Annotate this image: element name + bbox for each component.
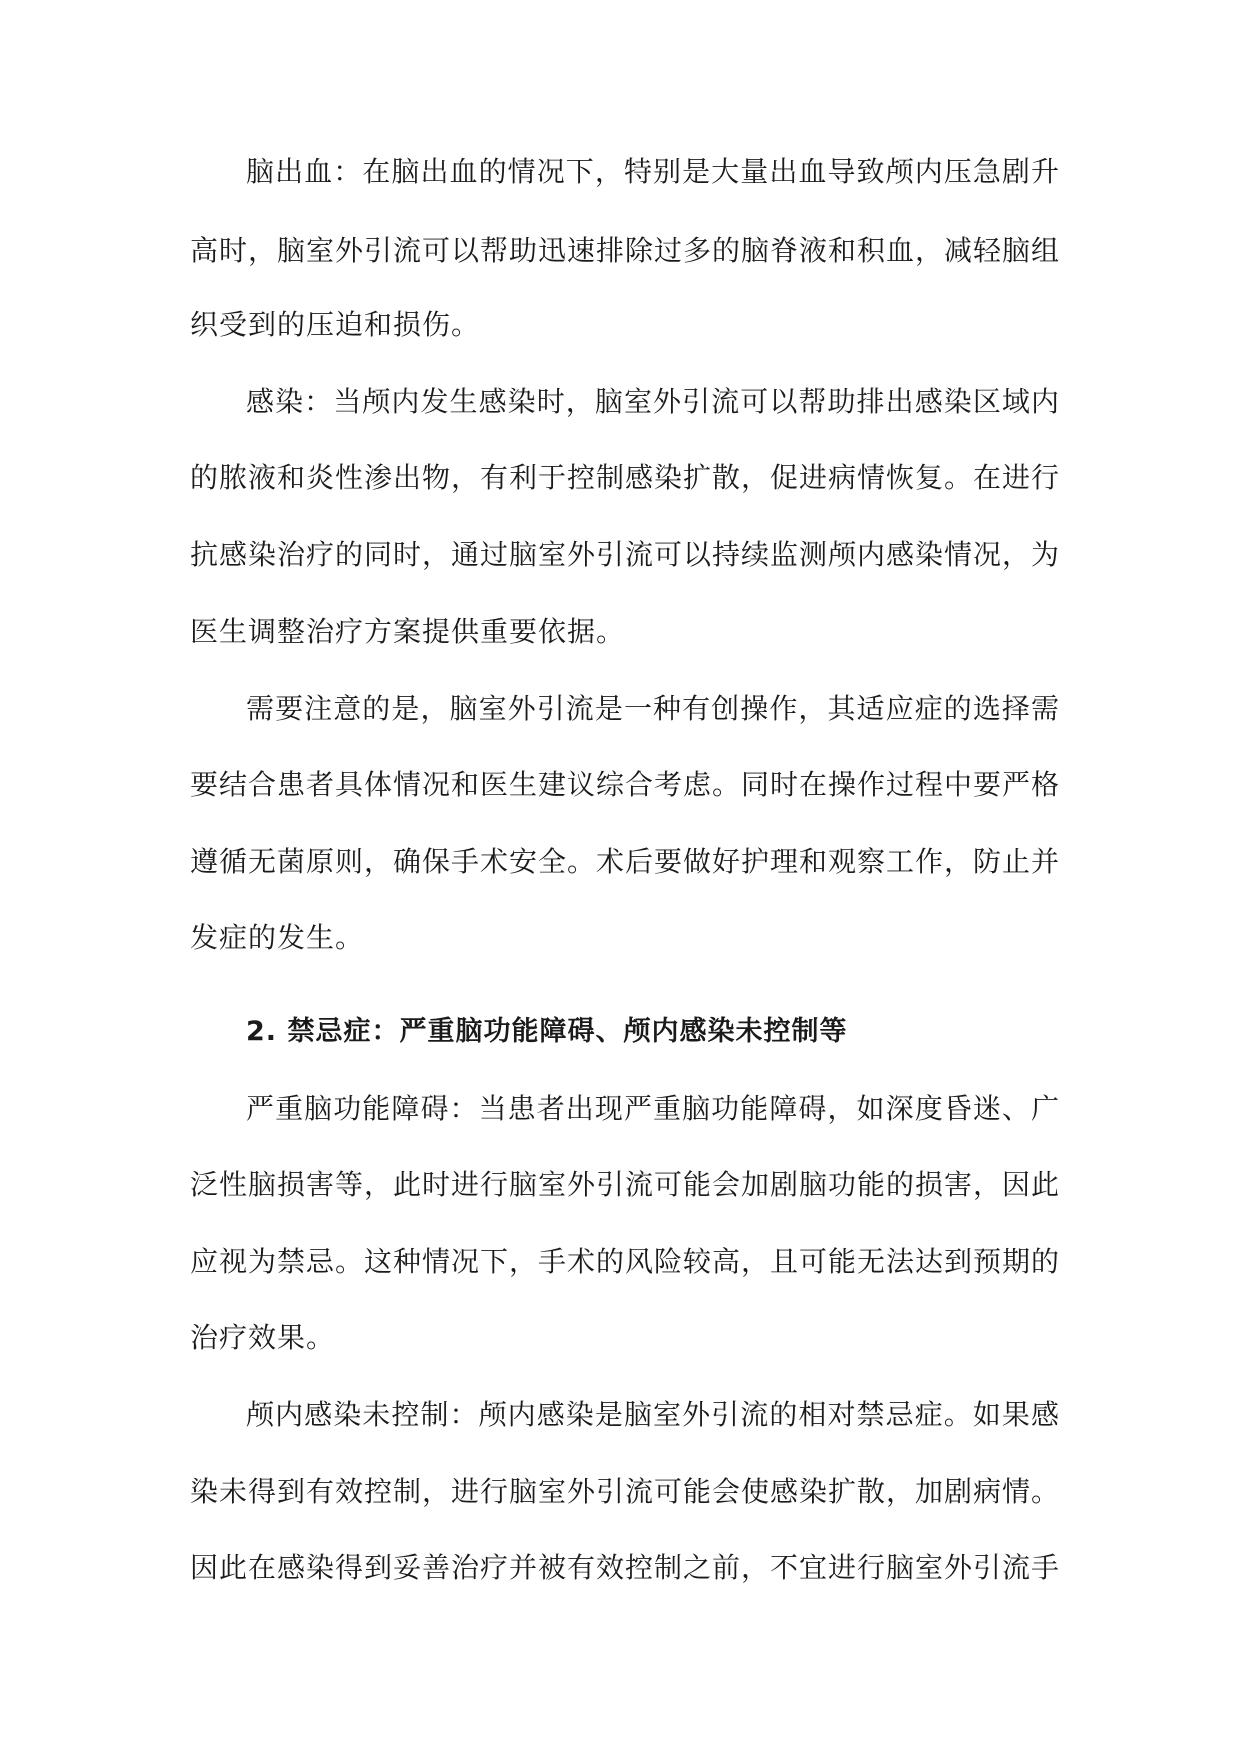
- section-heading: 2. 禁忌症：严重脑功能障碍、颅内感染未控制等: [246, 1016, 848, 1047]
- paragraph-line: 脑出血：在脑出血的情况下，特别是大量出血导致颅内压急剧升: [246, 155, 1060, 188]
- paragraph-line: 颅内感染未控制：颅内感染是脑室外引流的相对禁忌症。如果感: [246, 1398, 1060, 1431]
- paragraph-line: 因此在感染得到妥善治疗并被有效控制之前，不宜进行脑室外引流手: [190, 1551, 1061, 1584]
- paragraph-line: 感染：当颅内发生感染时，脑室外引流可以帮助排出感染区域内: [246, 385, 1060, 418]
- paragraph-line: 发症的发生。: [190, 921, 365, 954]
- paragraph-line: 染未得到有效控制，进行脑室外引流可能会使感染扩散，加剧病情。: [190, 1475, 1061, 1508]
- paragraph-line: 需要注意的是，脑室外引流是一种有创操作，其适应症的选择需: [246, 692, 1060, 725]
- paragraph-line: 严重脑功能障碍：当患者出现严重脑功能障碍，如深度昏迷、广: [246, 1092, 1060, 1125]
- paragraph-line: 医生调整治疗方案提供重要依据。: [190, 615, 626, 648]
- paragraph-line: 治疗效果。: [190, 1321, 336, 1354]
- paragraph-line: 的脓液和炎性渗出物，有利于控制感染扩散，促进病情恢复。在进行: [190, 461, 1061, 494]
- paragraph-line: 泛性脑损害等，此时进行脑室外引流可能会加剧脑功能的损害，因此: [190, 1168, 1061, 1201]
- paragraph-line: 遵循无菌原则，确保手术安全。术后要做好护理和观察工作，防止并: [190, 845, 1061, 878]
- paragraph-line: 抗感染治疗的同时，通过脑室外引流可以持续监测颅内感染情况，为: [190, 538, 1061, 571]
- paragraph-line: 织受到的压迫和损伤。: [190, 308, 481, 341]
- paragraph-line: 要结合患者具体情况和医生建议综合考虑。同时在操作过程中要严格: [190, 768, 1061, 801]
- paragraph-line: 应视为禁忌。这种情况下，手术的风险较高，且可能无法达到预期的: [190, 1245, 1061, 1278]
- paragraph-line: 高时，脑室外引流可以帮助迅速排除过多的脑脊液和积血，减轻脑组: [190, 234, 1061, 267]
